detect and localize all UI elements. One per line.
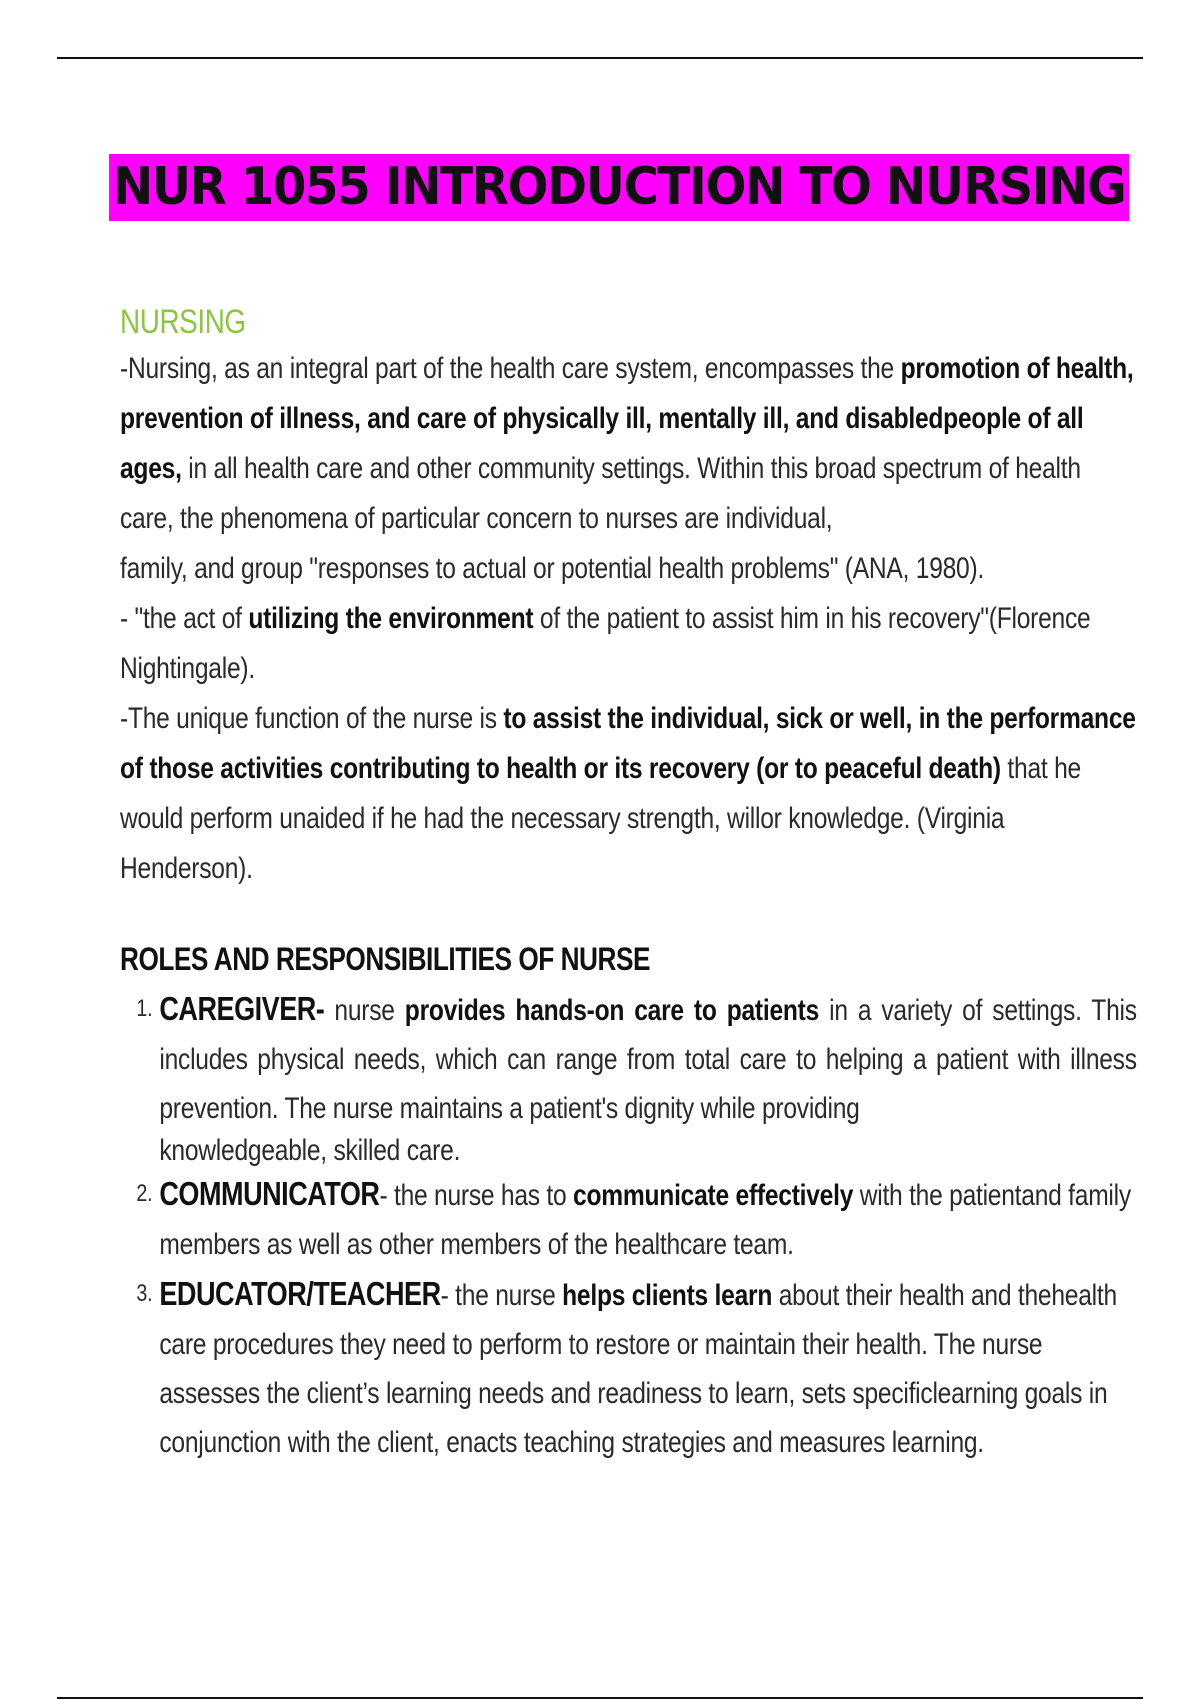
henderson-rest: that he would perform unaided if he had the necessary strength, willor knowledge. (Virginia Henderson). (120, 752, 1081, 885)
role-text-part: in a variety of settings. This includes physical needs, which can range from total care to helping a patient with illness prevention. The nurse maintains a patient's dignity while providing (159, 994, 1137, 1125)
nursing-heading: NURSING (120, 303, 246, 341)
document-body (120, 300, 1137, 1467)
role-text-part: - the nurse has to (379, 1179, 574, 1212)
role-emphasis: communicate effectively (573, 1179, 854, 1212)
nursing-definition-rest: in all health care and other community settings. Within this broad spectrum of health care, the phenomena of particular concern to nurses are individual, (120, 452, 1081, 535)
role-item-educator (120, 1269, 1137, 1467)
role-text-part: nurse (324, 994, 405, 1027)
henderson-intro: -The unique function of the nurse is (120, 702, 504, 735)
henderson-paragraph (120, 694, 1137, 894)
role-item-caregiver (120, 984, 1137, 1169)
nursing-definition-intro: -Nursing, as an integral part of the health care system, encompasses the (120, 352, 901, 385)
role-name: COMMUNICATOR (159, 1175, 380, 1212)
section-spacer (120, 894, 1137, 934)
role-emphasis: helps clients learn (562, 1279, 773, 1312)
nursing-definition-emphasis: promotion of health, prevention of illness, and care of physically ill, mentally ill, and disabledpeople of all ages, (120, 352, 1134, 485)
role-text (159, 1169, 1136, 1269)
role-text-part: about their health and thehealth care procedures they need to perform to restore or maintain their health. The nurse assesses the client’s learning needs and readiness to learn, sets specificlearning goals in conjunction with the client, enacts teaching strategies and measures learning. (159, 1279, 1117, 1459)
nightingale-rest: of the patient to assist him in his recovery"(Florence Nightingale). (120, 602, 1091, 685)
roles-list (120, 984, 1137, 1467)
role-text (159, 1269, 1136, 1467)
role-text-part: - the nurse (440, 1279, 563, 1312)
nightingale-paragraph (120, 594, 1137, 694)
content-column (120, 300, 1137, 1467)
document-title: NUR 1055 INTRODUCTION TO NURSING (109, 154, 1129, 221)
role-number: 3. (136, 1280, 153, 1307)
roles-heading: ROLES AND RESPONSIBILITIES OF NURSE (120, 941, 651, 977)
role-text-continued: knowledgeable, skilled care. (159, 1134, 461, 1167)
role-name: CAREGIVER- (159, 990, 325, 1027)
role-emphasis: provides hands-on care to patients (404, 994, 820, 1027)
henderson-emphasis: to assist the individual, sick or well, in the performance of those activities contributing to health or its recovery (or to peaceful death) (120, 702, 1136, 785)
role-item-communicator (120, 1169, 1137, 1269)
role-text (159, 984, 1136, 1133)
nursing-definition-paragraph (120, 344, 1137, 544)
role-text-part: with the patientand family members as well as other members of the healthcare team. (159, 1179, 1131, 1261)
nightingale-emphasis: utilizing the environment (248, 602, 534, 635)
role-name: EDUCATOR/TEACHER (159, 1275, 441, 1312)
nightingale-intro: - "the act of (120, 602, 249, 635)
bottom-rule (57, 1697, 1143, 1699)
role-number: 1. (136, 995, 153, 1022)
top-rule (57, 57, 1143, 59)
ana-quote-paragraph: family, and group "responses to actual or potential health problems" (ANA, 1980). (120, 552, 985, 585)
role-number: 2. (136, 1180, 153, 1207)
